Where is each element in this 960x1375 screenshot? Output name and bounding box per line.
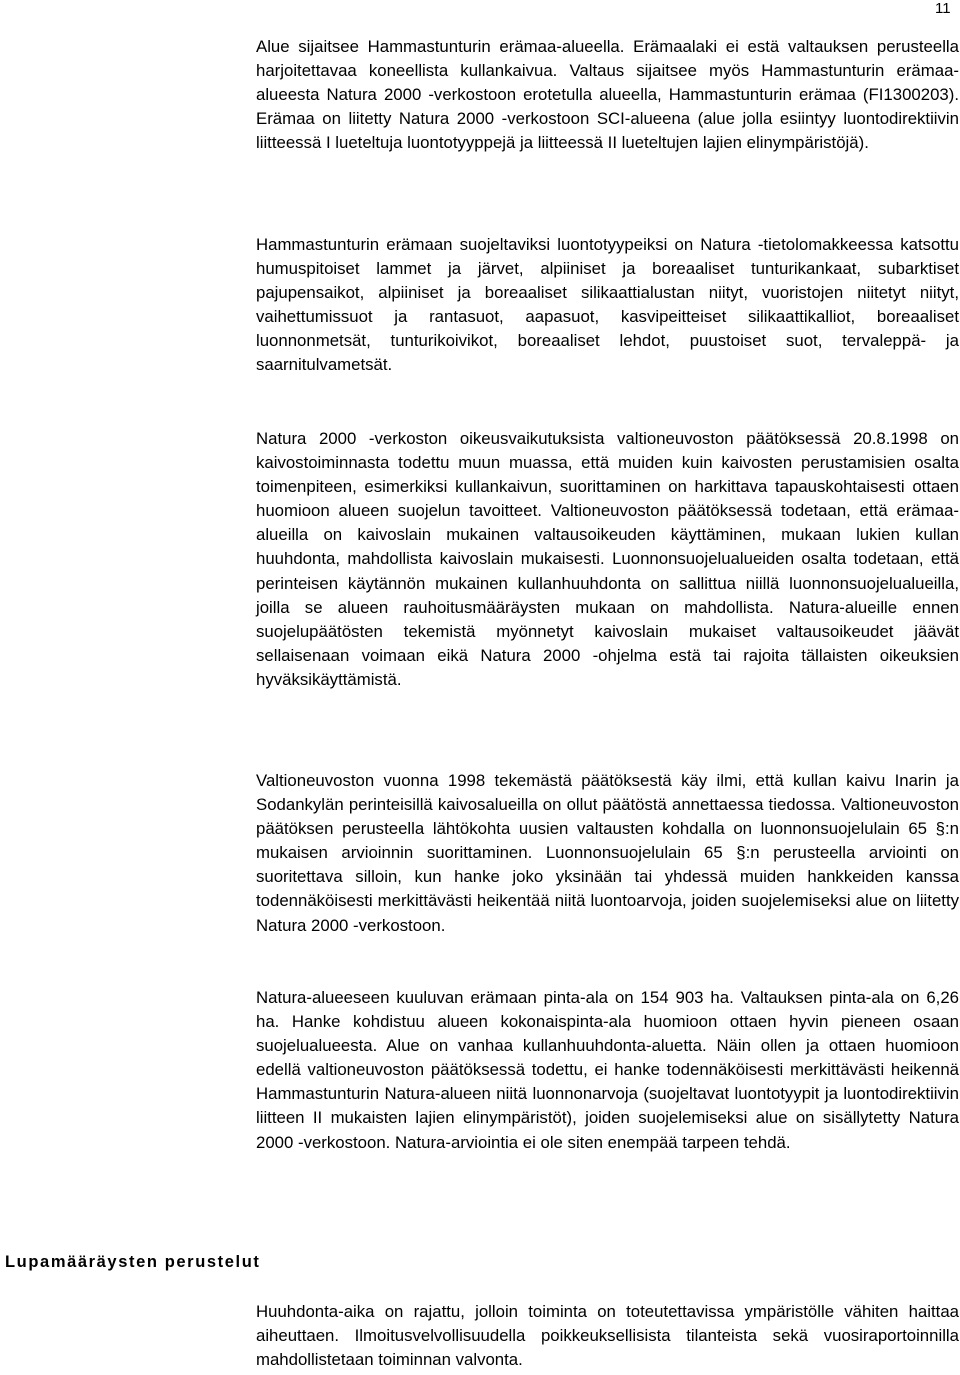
page-number: 11 (935, 0, 951, 17)
paragraph-area-assessment: Natura-alueeseen kuuluvan erämaan pinta-ala on 154 903 ha. Valtauksen pinta-ala on 6,26 ha. Hanke kohdistuu alueen kokonaispinta-ala huomioon ottaen hyvin pieneen osaan suojelualueesta. Alue on vanhaa kullanhuuhdonta-aluetta. Näin ollen ja ottaen huomioon edellä valtioneuvoston päätöksessä todettu, ei hanke todennäköisesti merkittävästi heikennä Hammastunturin Natura-alueen niitä luonnonarvoja (suojeltavat luontotyypit ja luontodirektiivin liitteen II mukaisten lajien elinympäristöt), joiden suojelemiseksi alue on sisällytetty Natura 2000 -verkostoon. Natura-arviointia ei ole siten enempää tarpeen tehdä. (256, 988, 959, 1152)
paragraph-government-decision: Valtioneuvoston vuonna 1998 tekemästä päätöksestä käy ilmi, että kullan kaivu Inarin ja Sodankylän perinteisillä kaivosalueilla on ollut päätöstä annettaessa tiedossa. Valtioneuvoston päätöksen perusteella lähtökohta uusien valtausten kohdalla on luonnonsuojelulain 65 §:n mukaisen arvioinnin suorittaminen. Luonnonsuojelulain 65 §:n perusteella arviointi on suoritettava silloin, kun hanke joko yksinään tai yhdessä muiden hankkeiden kanssa todennäköisesti merkittävästi heikentää niitä luontoarvoja, joiden suojelemiseksi alue on liitetty Natura 2000 -verkostoon. (256, 771, 959, 935)
paragraph-habitat-types: Hammastunturin erämaan suojeltaviksi luontotyypeiksi on Natura -tietolomakkeessa katsottu humuspitoiset lammet ja järvet, alpiiniset ja boreaaliset tunturikankaat, subarktiset pajupensaikot, alpiiniset ja boreaaliset silikaattialustan niityt, vuoristojen niitetyt niityt, vaihettumissuot ja rantasuot, aapasuot, kasvipeitteiset silikaattikalliot, boreaaliset luonnonmetsät, tunturikoivikot, boreaaliset lehdot, puustoiset suot, tervaleppä- ja saarnitulvametsät. (256, 235, 959, 375)
paragraph-permit-justification: Huuhdonta-aika on rajattu, jolloin toiminta on toteutettavissa ympäristölle vähiten haittaa aiheuttaen. Ilmoitusvelvollisuudella poikkeuksellisista tilanteista sekä vuosiraportoinnilla mahdollistetaan toiminnan valvonta. (256, 1302, 959, 1370)
paragraph-area-description: Alue sijaitsee Hammastunturin erämaa-alueella. Erämaalaki ei estä valtauksen perusteella harjoitettavaa koneellista kullankaivua. Valtaus sijaitsee myös Hammastunturin erämaa-alueesta Natura 2000 -verkostoon erotetulla alueella, Hammastunturin erämaa (FI1300203). Erämaa on liitetty Natura 2000 -verkostoon SCI-alueena (alue jolla esiintyy luontodirektiivin liitteessä I lueteltuja luontotyyppejä ja liitteessä II lueteltujen lajien elinympäristöjä). (256, 37, 959, 153)
section-heading: Lupamääräysten perustelut (5, 1253, 261, 1271)
paragraph-legal-effects: Natura 2000 -verkoston oikeusvaikutuksista valtioneuvoston päätöksessä 20.8.1998 on kaivostoiminnasta todettu muun muassa, että muiden kuin kaivosten perustamisien osalta toimenpiteen, esimerkiksi kullankaivun, suorittaminen on harkittava tapauskohtaisesti ottaen huomioon alueen suojelun tavoitteet. Valtioneuvoston päätöksessä todetaan, että erämaa-alueilla on kaivoslain mukainen valtausoikeuden käyttäminen, mukaan lukien kullan huuhdonta, mahdollista kaivoslain mukaisesti. Luonnonsuojelualueiden osalta todetaan, että perinteisen käytännön mukainen kullanhuuhdonta on sallittua niillä luonnonsuojelualueilla, joilla se alueen rauhoitusmääräysten mukaan on mahdollista. Natura-alueille ennen suojelupäätösten tekemistä myönnetyt kaivoslain mukaiset valtausoikeudet jäävät sellaisenaan voimaan eikä Natura 2000 -ohjelma estä tai rajoita tällaisten oikeuksien hyväksikäyttämistä. (256, 429, 959, 689)
